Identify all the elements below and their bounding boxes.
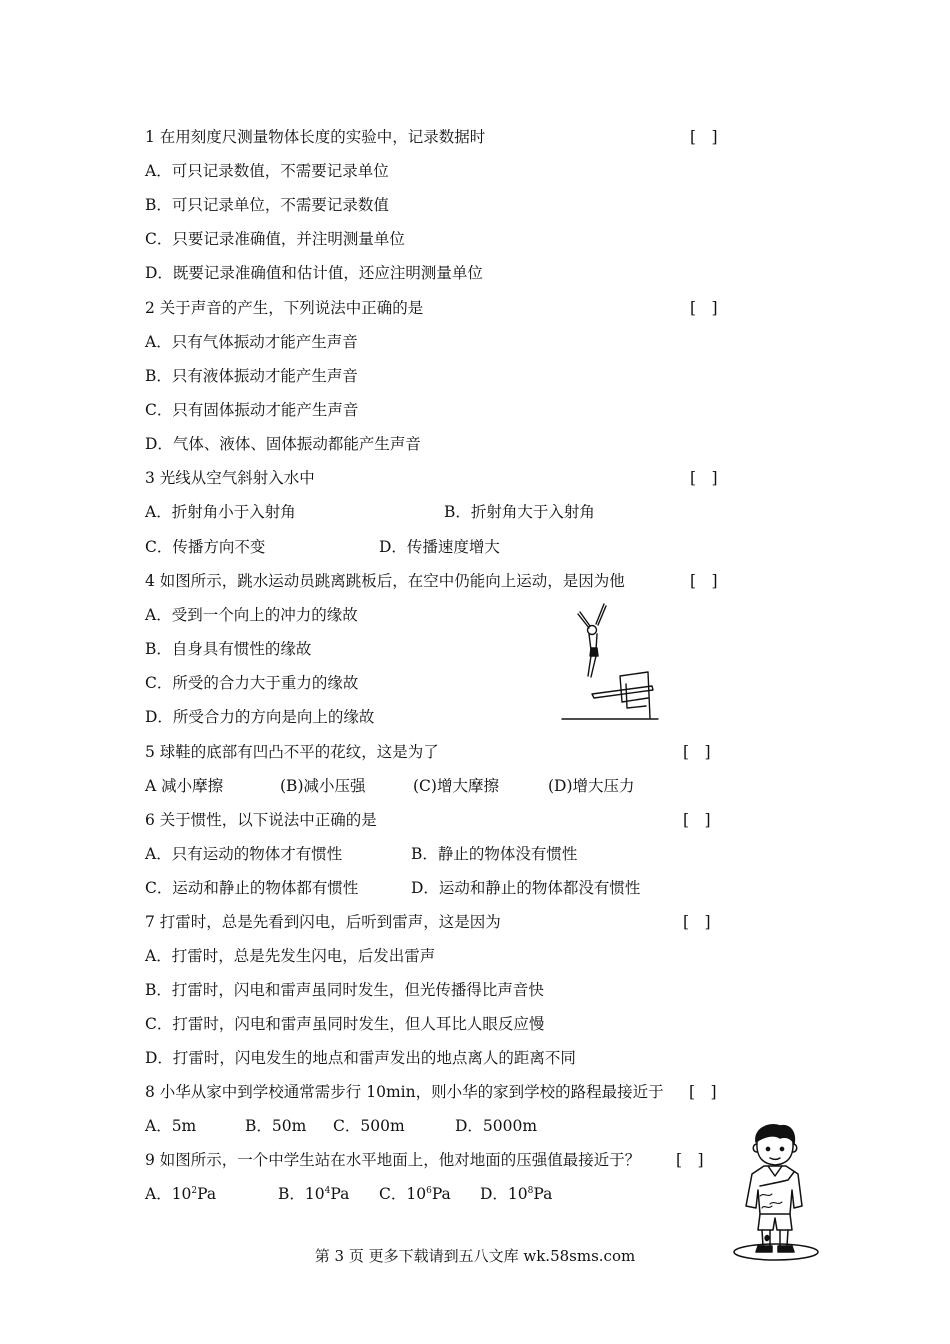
question-3-bracket: [ ]: [690, 469, 718, 487]
page-footer: 第 3 页 更多下载请到五八文库 wk.58sms.com: [314, 1247, 636, 1265]
question-1-option-d: D．既要记录准确值和估计值，还应注明测量单位: [145, 264, 483, 282]
question-2-option-d: D．气体、液体、固体振动都能产生声音: [145, 435, 421, 453]
question-2-option-c: C．只有固体振动才能产生声音: [145, 401, 359, 419]
question-2-bracket: [ ]: [690, 299, 718, 317]
question-3-stem: 3 光线从空气斜射入水中: [145, 469, 315, 487]
question-3-option-b: B．折射角大于入射角: [444, 503, 595, 521]
question-8-option-a: A．5m: [145, 1117, 197, 1135]
question-9-option-b: B．$10^4Pa$: [278, 1185, 350, 1203]
question-4-option-d: D．所受合力的方向是向上的缘故: [145, 708, 375, 726]
question-4-option-b: B．自身具有惯性的缘故: [145, 640, 312, 658]
student-figure: [730, 1122, 820, 1262]
question-1-stem: 1 在用刻度尺测量物体长度的实验中，记录数据时: [145, 128, 486, 146]
question-7-option-b: B．打雷时，闪电和雷声虽同时发生，但光传播得比声音快: [145, 981, 544, 999]
student-face: [757, 1142, 793, 1165]
question-7-option-a: A．打雷时，总是先发生闪电，后发出雷声: [145, 947, 436, 965]
question-5-option-c: (C)增大摩擦: [413, 777, 499, 795]
diver-figure: [560, 598, 665, 723]
springboard: [592, 686, 653, 698]
question-4-option-a: A．受到一个向上的冲力的缘故: [145, 606, 358, 624]
question-6-option-d: D．运动和静止的物体都没有惯性: [411, 879, 641, 897]
question-9-bracket: [ ]: [676, 1151, 704, 1169]
diver-trunks: [590, 648, 598, 656]
question-2-option-a: A．只有气体振动才能产生声音: [145, 333, 358, 351]
question-1-option-c: C．只要记录准确值，并注明测量单位: [145, 230, 405, 248]
question-2-option-b: B．只有液体振动才能产生声音: [145, 367, 358, 385]
diver-arm-left: [596, 604, 606, 625]
question-5-stem: 5 球鞋的底部有凹凸不平的花纹，这是为了: [145, 743, 439, 761]
question-6-option-b: B．静止的物体没有惯性: [411, 845, 578, 863]
question-7-stem: 7 打雷时，总是先看到闪电，后听到雷声，这是因为: [145, 913, 501, 931]
question-7-bracket: [ ]: [683, 913, 711, 931]
question-6-option-a: A．只有运动的物体才有惯性: [145, 845, 343, 863]
question-8-option-d: D．5000m: [455, 1117, 538, 1135]
student-hair: [756, 1125, 795, 1144]
question-9-option-d: D．$10^8Pa$: [480, 1185, 553, 1203]
board-support: [620, 672, 650, 718]
diver-arm-right: [578, 612, 590, 628]
question-6-option-c: C．运动和静止的物体都有惯性: [145, 879, 359, 897]
question-1-option-a: A．可只记录数值，不需要记录单位: [145, 162, 389, 180]
question-8-option-b: B．50m: [245, 1117, 307, 1135]
question-1-bracket: [ ]: [690, 128, 718, 146]
question-3-option-d: D．传播速度增大: [379, 538, 500, 556]
question-9-option-a: A．$10^2Pa$: [145, 1185, 217, 1203]
question-5-option-b: (B)减小压强: [280, 777, 366, 795]
question-3-option-a: A．折射角小于入射角: [145, 503, 296, 521]
question-2-stem: 2 关于声音的产生，下列说法中正确的是: [145, 299, 424, 317]
question-9-stem: 9 如图所示，一个中学生站在水平地面上，他对地面的压强值最接近于？: [145, 1151, 641, 1169]
question-1-option-b: B．可只记录单位，不需要记录数值: [145, 196, 389, 214]
question-8-bracket: [ ]: [689, 1083, 717, 1101]
question-8-option-c: C．500m: [333, 1117, 405, 1135]
question-8-stem: 8 小华从家中到学校通常需步行 10min，则小华的家到学校的路程最接近于: [145, 1083, 664, 1101]
question-7-option-d: D．打雷时，闪电发生的地点和雷声发出的地点离人的距离不同: [145, 1049, 576, 1067]
question-7-option-c: C．打雷时，闪电和雷声虽同时发生，但人耳比人眼反应慢: [145, 1015, 545, 1033]
question-6-stem: 6 关于惯性，以下说法中正确的是: [145, 811, 377, 829]
question-4-stem: 4 如图所示，跳水运动员跳离跳板后，在空中仍能向上运动，是因为他: [145, 572, 625, 590]
diver-legs: [588, 656, 596, 677]
question-5-option-a: A 减小摩擦: [145, 777, 224, 795]
question-6-bracket: [ ]: [683, 811, 711, 829]
question-5-option-d: (D)增大压力: [548, 777, 635, 795]
diver-head: [588, 626, 597, 635]
question-3-option-c: C．传播方向不变: [145, 538, 266, 556]
question-9-option-c: C．$10^6Pa$: [379, 1185, 451, 1203]
question-5-bracket: [ ]: [683, 743, 711, 761]
student-shorts: [758, 1214, 792, 1230]
question-4-option-c: C．所受的合力大于重力的缘故: [145, 674, 359, 692]
question-4-bracket: [ ]: [690, 572, 718, 590]
